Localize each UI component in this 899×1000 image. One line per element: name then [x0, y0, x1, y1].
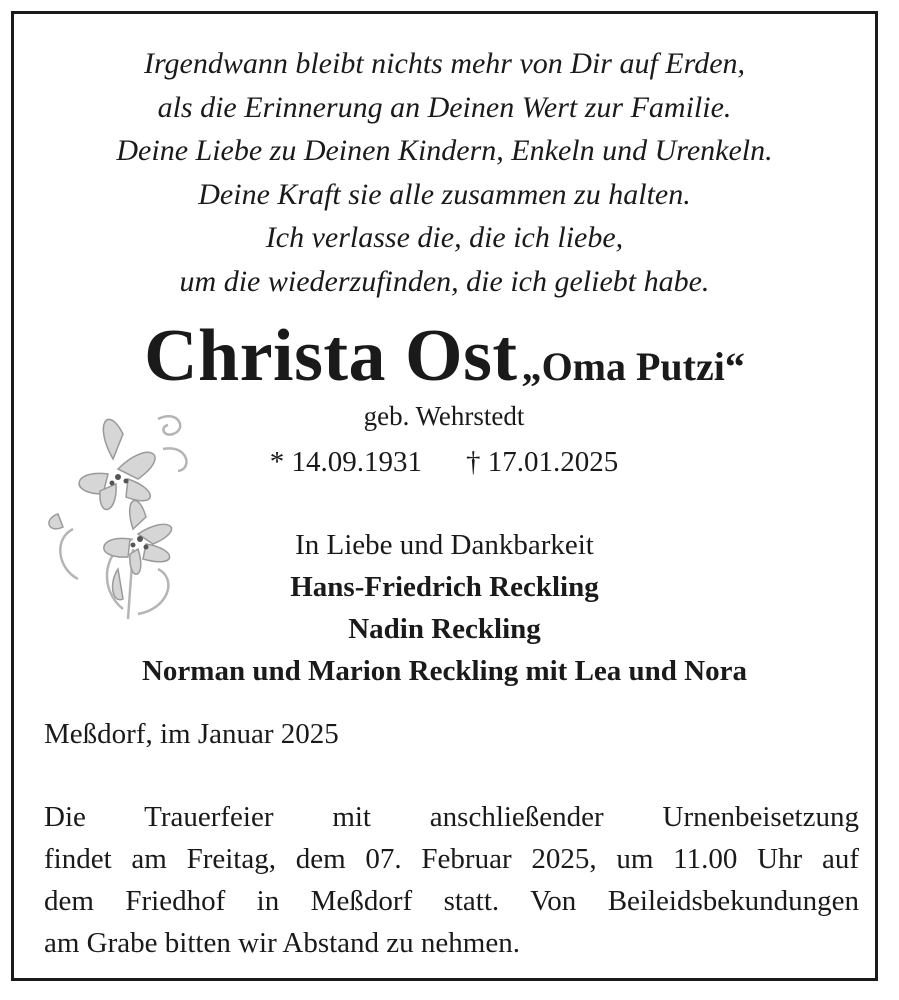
deceased-name: Christa Ost	[144, 315, 518, 397]
mourners-block	[14, 524, 875, 692]
notice-line: dem Friedhof in Meßdorf statt. Von Beileidsbekundungen	[44, 885, 859, 917]
mourner-name: Nadin Reckling	[348, 613, 541, 645]
notice-line: am Grabe bitten wir Abstand zu nehmen.	[44, 927, 520, 959]
poem-line: Deine Liebe zu Deinen Kindern, Enkeln und Urenkeln.	[116, 134, 773, 167]
obituary-notice	[11, 11, 878, 981]
mourners-intro: In Liebe und Dankbarkeit	[295, 529, 594, 561]
poem-line: Irgendwann bleibt nichts mehr von Dir auf Erden,	[143, 47, 746, 80]
place-and-date: Meßdorf, im Januar 2025	[44, 718, 339, 750]
poem-line: als die Erinnerung an Deinen Wert zur Familie.	[157, 90, 732, 124]
notice-line: Die Trauerfeier mit anschließender Urnenbeisetzung	[44, 801, 859, 833]
poem-line: Deine Kraft sie alle zusammen zu halten.	[198, 177, 691, 211]
notice-line: findet am Freitag, dem 07. Februar 2025, um 11.00 Uhr auf	[44, 843, 859, 875]
birth-name: geb. Wehrstedt	[363, 401, 525, 431]
mourner-name: Norman und Marion Reckling mit Lea und Nora	[141, 655, 747, 687]
birth-date: * 14.09.1931	[269, 446, 422, 478]
poem-line: um die wiederzufinden, die ich geliebt habe.	[179, 264, 710, 298]
mourner-name: Hans-Friedrich Reckling	[290, 571, 599, 603]
deceased-name-heading	[14, 314, 875, 399]
memorial-poem	[14, 42, 875, 303]
poem-line: Ich verlasse die, die ich liebe,	[265, 221, 624, 254]
life-dates	[194, 446, 694, 479]
deceased-nickname: „Oma Putzi“	[521, 344, 745, 389]
funeral-notice	[44, 796, 859, 964]
death-date: † 17.01.2025	[466, 446, 619, 478]
